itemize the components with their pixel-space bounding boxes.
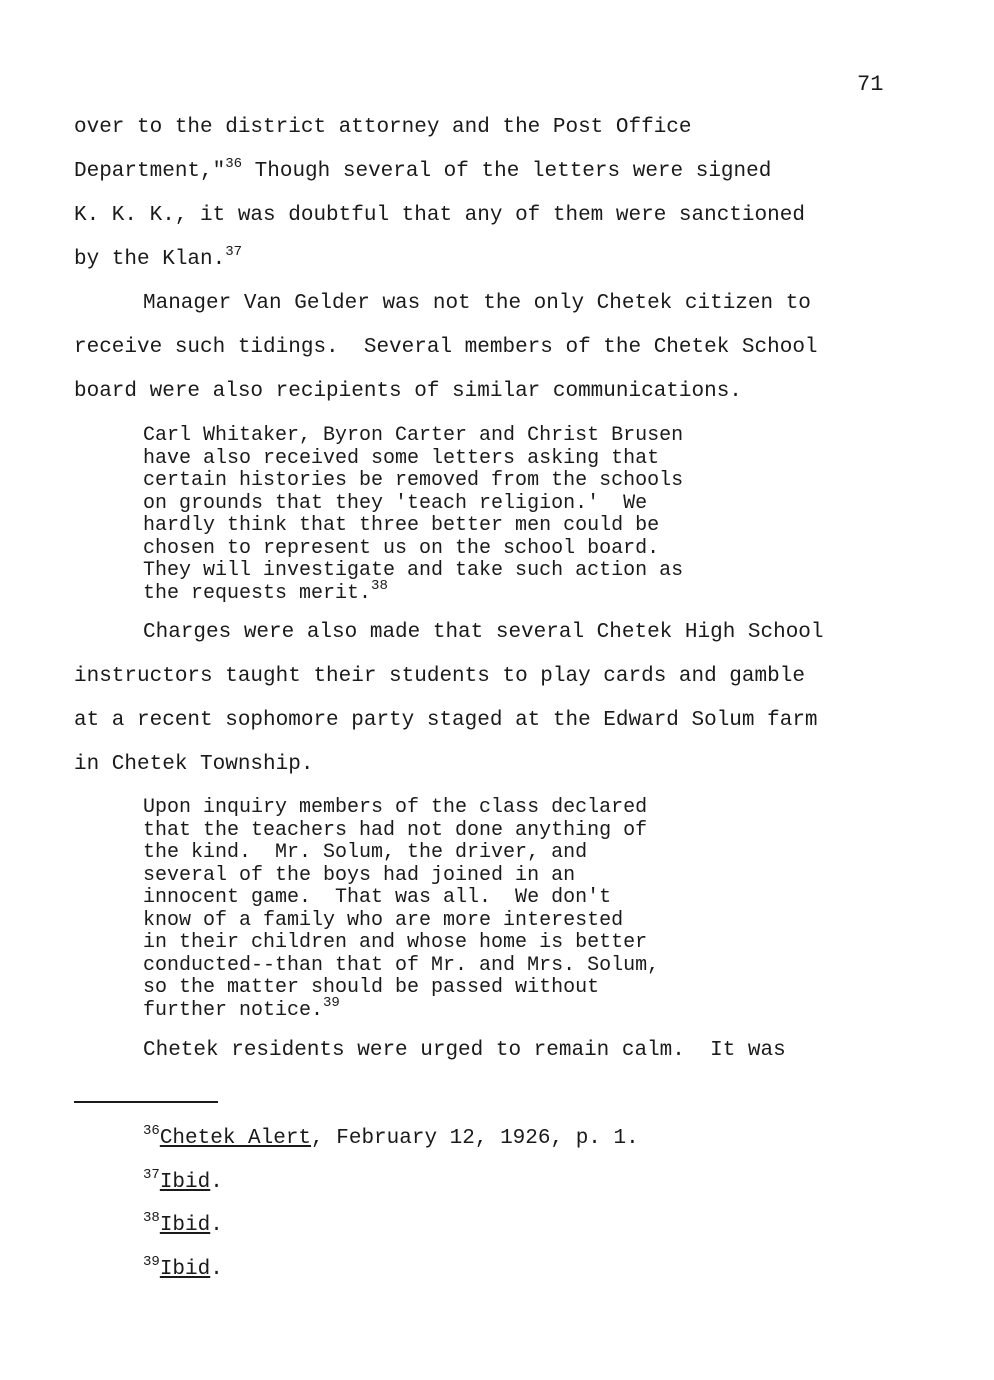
quote-line: in their children and whose home is better [143, 931, 648, 954]
footnote-source: Chetek Alert [159, 1127, 312, 1150]
body-line: in Chetek Township. [74, 753, 314, 776]
footnote-number: 36 [143, 1123, 160, 1139]
footnote-ref: 39 [323, 994, 340, 1011]
quote-line: have also received some letters asking that [143, 446, 660, 470]
quote-line: chosen to represent us on the school board. [143, 536, 660, 560]
body-line: instructors taught their students to play cards and gamble [74, 665, 805, 688]
footnote: $^{36}$Chetek Alert, February 12, 1926, p. 1. [143, 1123, 639, 1150]
quote-line: conducted--than that of Mr. and Mrs. Solum, [143, 953, 660, 977]
footnote: $^{39}$Ibid. [143, 1254, 223, 1281]
body-line: by the Klan.$^{37}$ [74, 244, 243, 271]
page-number: 71 [857, 72, 884, 97]
footnote-source: Ibid [159, 1171, 211, 1194]
body-line: at a recent sophomore party staged at the Edward Solum farm [74, 709, 818, 732]
quote-line: innocent game. That was all. We don't [143, 886, 612, 909]
quote-line: on grounds that they 'teach religion.' We [143, 491, 648, 515]
quote-line: They will investigate and take such action as [143, 559, 684, 582]
quote-line: know of a family who are more interested [143, 908, 624, 932]
footnote-ref: 37 [225, 244, 243, 260]
body-line: Chetek residents were urged to remain calm. It was [143, 1039, 786, 1062]
body-line: board were also recipients of similar communications. [74, 380, 742, 403]
footnote: $^{38}$Ibid. [143, 1210, 223, 1237]
footnote: $^{37}$Ibid. [143, 1167, 223, 1194]
quote-line: the kind. Mr. Solum, the driver, and [143, 841, 588, 864]
quote-line: the requests merit.$^{38}$ [143, 577, 388, 605]
body-line: Charges were also made that several Chetek High School [143, 621, 824, 644]
body-line: receive such tidings. Several members of the Chetek School [74, 336, 818, 359]
footnote-number: 37 [143, 1167, 160, 1183]
body-line: over to the district attorney and the Post Office [74, 116, 692, 139]
footnote-number: 39 [143, 1254, 160, 1270]
body-line: Manager Van Gelder was not the only Chetek citizen to [143, 292, 811, 315]
quote-line: Upon inquiry members of the class declared [143, 796, 648, 819]
footnote-rule [74, 1101, 218, 1103]
quote-line: hardly think that three better men could be [143, 514, 660, 537]
footnote-source: Ibid [159, 1258, 211, 1281]
quote-line: several of the boys had joined in an [143, 863, 576, 887]
quote-line: certain histories be removed from the schools [143, 469, 684, 492]
quote-line: so the matter should be passed without [143, 976, 600, 999]
quote-line: that the teachers had not done anything of [143, 818, 648, 842]
quote-line: Carl Whitaker, Byron Carter and Christ Brusen [143, 424, 684, 447]
footnote-ref: 38 [371, 577, 388, 594]
footnote-ref: 36 [225, 156, 243, 172]
quote-line: further notice.$^{39}$ [143, 994, 340, 1022]
footnote-source: Ibid [159, 1214, 211, 1237]
body-line: K. K. K., it was doubtful that any of them were sanctioned [74, 204, 805, 227]
footnote-number: 38 [143, 1210, 160, 1226]
body-line: Department,"$^{36}$ Though several of the letters were signed [74, 156, 772, 183]
